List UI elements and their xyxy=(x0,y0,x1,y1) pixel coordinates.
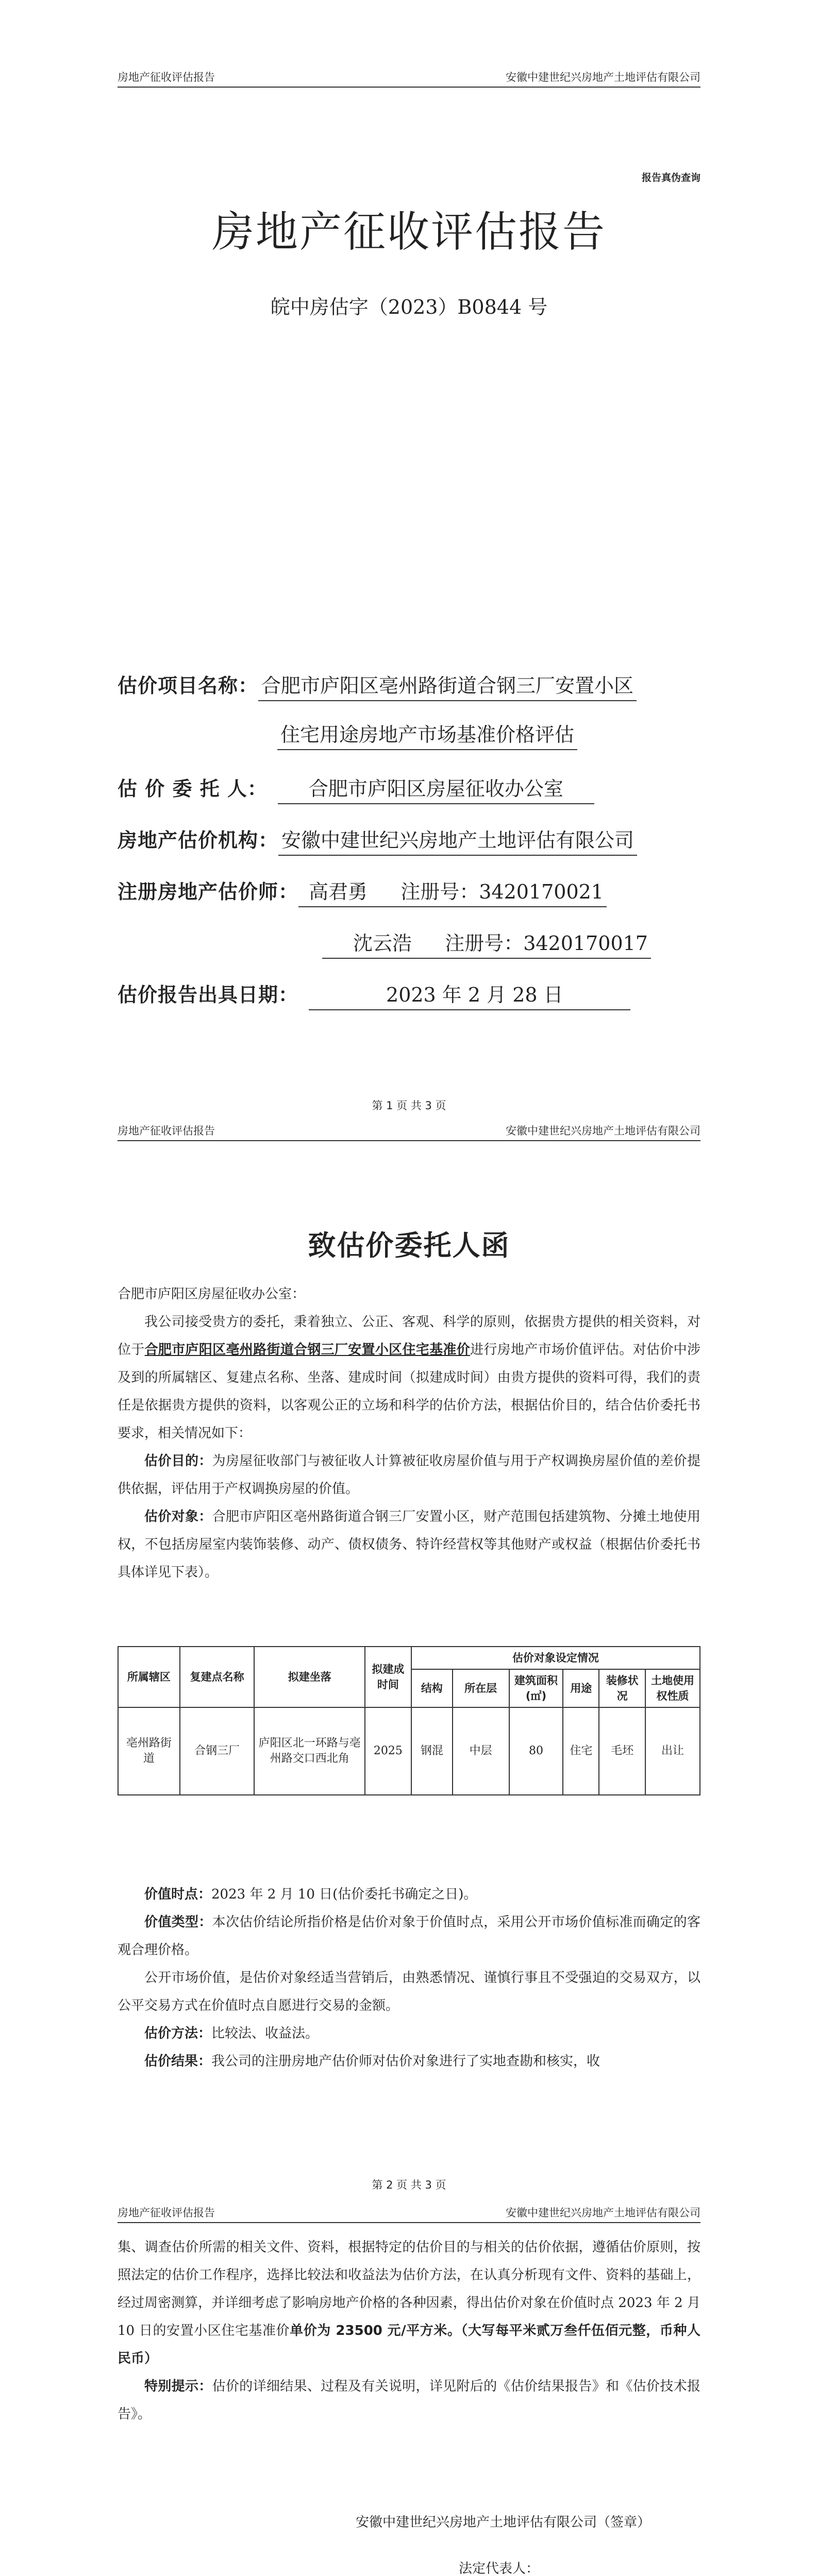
cell-land-right: 出让 xyxy=(645,1707,700,1795)
cell-site-name: 合钢三厂 xyxy=(180,1707,255,1795)
letter-page-continued xyxy=(0,2202,818,2576)
estimate-table xyxy=(118,1646,700,1795)
result-paragraph xyxy=(118,2047,700,2075)
running-header-right: 安徽中建世纪兴房地产土地评估有限公司 xyxy=(506,2207,700,2219)
th-district: 所属辖区 xyxy=(118,1647,180,1707)
th-location: 拟建坐落 xyxy=(254,1647,365,1707)
object-text: 合肥市庐阳区亳州路街道合钢三厂安置小区，财产范围包括建筑物、分摊土地使用权，不包括房屋室内装饰装修、动产、债权债务、特许经营权等其他财产或权益（根据估价委托书具体详见下表）。 xyxy=(118,1509,700,1580)
client-label: 估 价 委 托 人： xyxy=(118,777,268,800)
table-row xyxy=(118,1707,700,1795)
cell-area: 80 xyxy=(509,1707,563,1795)
intro-text-c: 进行房地产市场价值评估。对估价中涉及到的所属辖区、复建点名称、坐落、建成时间（拟建成时间）由贵方提供的资料可得，我们的责任是依据贵方提供的资料，以客观公正的立场和科学的估价方法，根据估价目的，结合估价委托书要求，相关情况如下： xyxy=(118,1342,700,1441)
letter-body-continued xyxy=(118,2233,700,2428)
page-2-footer: 第 2 页 共 3 页 xyxy=(372,2179,446,2191)
appraiser-label: 注册房地产估价师： xyxy=(118,880,299,903)
object-label: 估价对象： xyxy=(144,1509,212,1524)
org-value: 安徽中建世纪兴房地产土地评估有限公司 xyxy=(278,824,637,856)
cell-location: 庐阳区北一环路与亳州路交口西北角 xyxy=(254,1707,365,1795)
appraiser-row-1 xyxy=(118,876,607,907)
date-value: 2023 年 2 月 28 日 xyxy=(309,979,630,1010)
th-floor: 所在层 xyxy=(453,1669,509,1707)
value-type-label: 价值类型： xyxy=(144,1914,212,1930)
running-header-left: 房地产征收评估报告 xyxy=(118,1125,215,1137)
appraiser-1 xyxy=(298,876,607,907)
cell-structure: 钢混 xyxy=(411,1707,453,1795)
appraiser-1-reg: 注册号：3420170021 xyxy=(400,880,604,903)
org-label: 房地产估价机构： xyxy=(118,829,279,852)
company-signature: 安徽中建世纪兴房地产土地评估有限公司（签章） xyxy=(356,2515,651,2530)
th-completion: 拟建成时间 xyxy=(365,1647,411,1707)
th-use: 用途 xyxy=(563,1669,599,1707)
cell-completion: 2025 xyxy=(365,1707,411,1795)
cell-decoration: 毛坯 xyxy=(599,1707,645,1795)
running-header xyxy=(118,72,700,88)
letter-page xyxy=(0,1121,818,2202)
project-name-label: 估价项目名称： xyxy=(118,674,259,697)
project-name-row2 xyxy=(277,719,577,750)
special-note-label: 特别提示： xyxy=(144,2379,212,2394)
table-header-row xyxy=(118,1647,700,1669)
unit-price-text: 单价为 23500 元/平方米。（大写每平米贰万叁仟伍佰元整，币种人民币） xyxy=(118,2323,700,2366)
letter-title: 致估价委托人函 xyxy=(308,1229,510,1262)
intro-text-a: 我公司接受贵方的委托，秉着独立、公正、客观、科学的原则，依据贵方提供的相关资料，对位于 xyxy=(118,1314,700,1358)
appraiser-2-reg: 注册号：3420170017 xyxy=(445,932,648,955)
legal-representative: 法定代表人： xyxy=(459,2561,540,2576)
appraiser-row-2 xyxy=(322,927,651,959)
running-header xyxy=(118,1126,700,1141)
project-name-line2: 住宅用途房地产市场基准价格评估 xyxy=(277,719,577,750)
th-site-name: 复建点名称 xyxy=(180,1647,255,1707)
cover-page xyxy=(0,0,818,1121)
result-label: 估价结果： xyxy=(144,2054,212,2069)
cell-district: 亳州路街道 xyxy=(118,1707,180,1795)
appraiser-1-name: 高君勇 xyxy=(309,880,368,903)
th-object-settings: 估价对象设定情况 xyxy=(411,1647,700,1669)
method-label: 估价方法： xyxy=(144,2026,212,2041)
intro-text-highlight: 合肥市庐阳区亳州路街道合钢三厂安置小区住宅基准价 xyxy=(144,1342,471,1358)
org-row xyxy=(118,824,637,856)
client-value: 合肥市庐阳区房屋征收办公室 xyxy=(278,773,594,804)
cell-use: 住宅 xyxy=(563,1707,599,1795)
value-date-text: 2023 年 2 月 10 日(估价委托书确定之日)。 xyxy=(211,1887,477,1902)
result-text: 我公司的注册房地产估价师对估价对象进行了实地查勘和核实，收 xyxy=(211,2054,600,2069)
value-type-text: 本次估价结论所指价格是估价对象于价值时点，采用公开市场价值标准而确定的客观合理价格。 xyxy=(118,1914,700,1958)
appraiser-2-name: 沈云浩 xyxy=(353,932,412,955)
appraiser-2 xyxy=(322,927,651,959)
th-land-right: 土地使用权性质 xyxy=(645,1669,700,1707)
purpose-text: 为房屋征收部门与被征收人计算被征收房屋价值与用于产权调换房屋价值的差价提供依据，评估用于产权调换房屋的价值。 xyxy=(118,1453,700,1497)
project-name-line1: 合肥市庐阳区亳州路街道合钢三厂安置小区 xyxy=(258,670,637,701)
continuation-text: 集、调查估价所需的相关文件、资料，根据特定的估价目的与相关的估价依据，遵循估价原则，按照法定的估价工作程序，选择比较法和收益法为估价方法，在认真分析现有文件、资料的基础上，经过周密测算，并详细考虑了影响房地产价格的各种因素，得出估价对象在价值时点 2023 年 2 月 10 日的安置小区住宅基准价 xyxy=(118,2240,700,2338)
value-date-paragraph xyxy=(118,1880,700,1908)
intro-paragraph xyxy=(118,1308,700,1447)
object-paragraph xyxy=(118,1503,700,1586)
running-header-left: 房地产征收评估报告 xyxy=(118,71,215,83)
th-structure: 结构 xyxy=(411,1669,453,1707)
salutation: 合肥市庐阳区房屋征收办公室： xyxy=(118,1286,306,1302)
special-note-text: 估价的详细结果、过程及有关说明，详见附后的《估价结果报告》和《估价技术报告》。 xyxy=(118,2379,700,2422)
date-row xyxy=(118,979,630,1010)
th-decoration: 装修状况 xyxy=(599,1669,645,1707)
market-value-paragraph: 公开市场价值，是估价对象经适当营销后，由熟悉情况、谨慎行事且不受强迫的交易双方，以公平交易方式在价值时点自愿进行交易的金额。 xyxy=(118,1970,700,2013)
purpose-paragraph xyxy=(118,1447,700,1503)
value-type-paragraph xyxy=(118,1908,700,1964)
client-row xyxy=(118,773,594,804)
running-header-left: 房地产征收评估报告 xyxy=(118,2207,215,2219)
verify-tag: 报告真伪查询 xyxy=(641,172,700,183)
cell-floor: 中层 xyxy=(453,1707,509,1795)
page-1-footer: 第 1 页 共 3 页 xyxy=(372,1099,446,1112)
running-header-right: 安徽中建世纪兴房地产土地评估有限公司 xyxy=(506,1125,700,1137)
letter-body-bottom xyxy=(118,1880,700,2075)
purpose-label: 估价目的： xyxy=(144,1453,212,1469)
running-header-right: 安徽中建世纪兴房地产土地评估有限公司 xyxy=(506,71,700,83)
method-text: 比较法、收益法。 xyxy=(211,2026,319,2041)
letter-body-top xyxy=(118,1280,700,1586)
running-header xyxy=(118,2208,700,2223)
document-number: 皖中房估字（2023）B0844 号 xyxy=(270,296,548,318)
continuation-paragraph xyxy=(118,2233,700,2372)
th-area: 建筑面积(㎡) xyxy=(509,1669,563,1707)
project-name-row xyxy=(118,670,637,701)
date-label: 估价报告出具日期： xyxy=(118,984,299,1006)
special-note-paragraph xyxy=(118,2372,700,2428)
report-title: 房地产征收评估报告 xyxy=(211,208,606,257)
value-date-label: 价值时点： xyxy=(144,1887,212,1902)
method-paragraph xyxy=(118,2020,700,2047)
